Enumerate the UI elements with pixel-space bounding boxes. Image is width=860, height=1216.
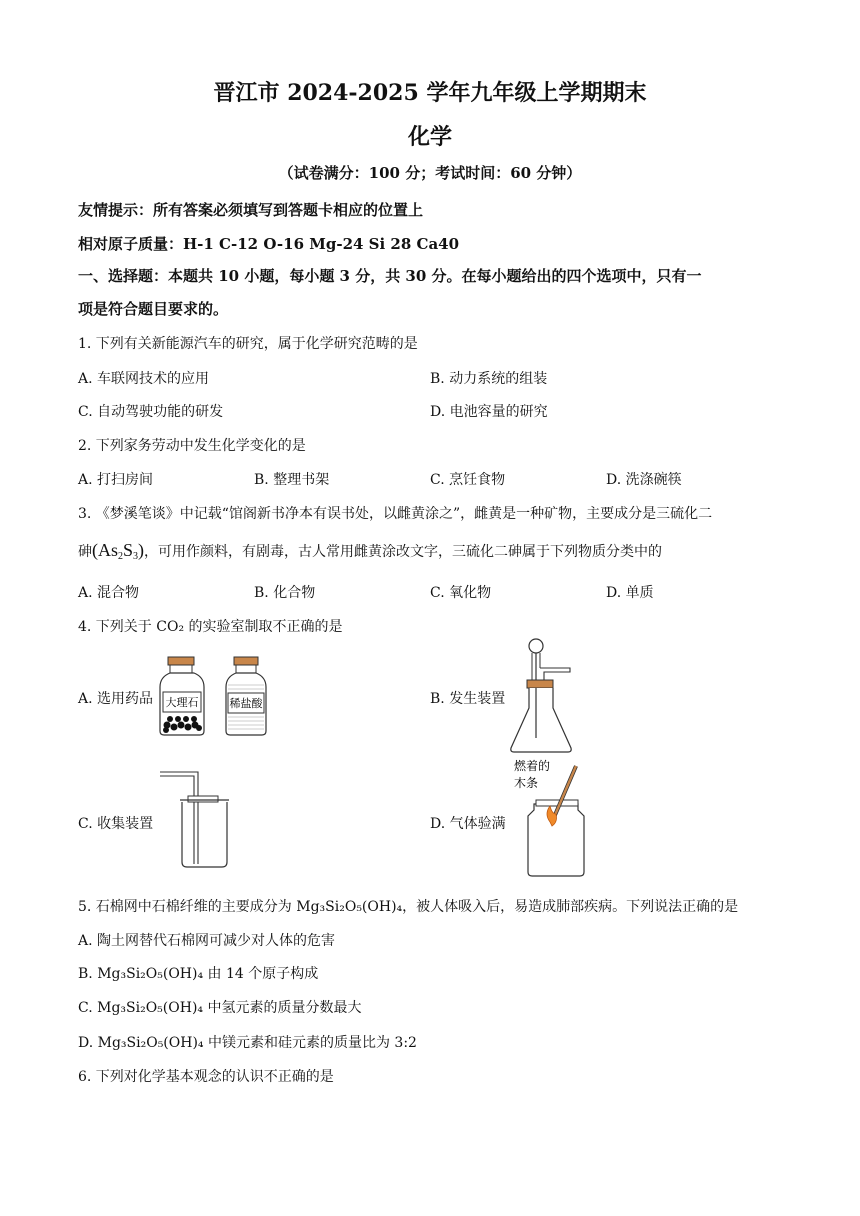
q4-option-d: D. 气体验满 (430, 816, 506, 832)
atomic-mass-text: 相对原子质量：H-1 C-12 O-16 Mg-24 Si 28 Ca40 (78, 235, 460, 253)
q3-option-c: C. 氧化物 (430, 585, 492, 601)
conical-flask (511, 688, 571, 752)
q1-stem: 1. 下列有关新能源汽车的研究，属于化学研究范畴的是 (78, 336, 418, 352)
gas-jar (182, 802, 227, 867)
exam-title: 晋江市 2024-2025 学年九年级上学期期末 (213, 80, 647, 106)
formula-as2s3: $(As_2S_3)$ (92, 540, 145, 562)
q3-stem2-post: ，可用作颜料，有剧毒，古人常用雌黄涂改文字，三硫化二砷属于下列物质分类中的 (144, 544, 663, 560)
stopper (527, 680, 553, 688)
q5-option-b: B. Mg₃Si₂O₅(OH)₄ 由 14 个原子构成 (78, 966, 319, 982)
q5-option-d: D. Mg₃Si₂O₅(OH)₄ 中镁元素和硅元素的质量比为 3:2 (78, 1035, 417, 1051)
section1-heading-line2: 项是符合题目要求的。 (78, 300, 229, 318)
q2-option-b: B. 整理书架 (254, 472, 330, 488)
exam-info: （试卷满分：100 分；考试时间：60 分钟） (278, 164, 582, 182)
q3-option-a: A. 混合物 (78, 585, 140, 601)
q3-option-d: D. 单质 (606, 585, 654, 601)
q3-option-b: B. 化合物 (254, 585, 316, 601)
q1-option-b: B. 动力系统的组装 (430, 371, 548, 387)
q1-option-d: D. 电池容量的研究 (430, 404, 548, 420)
q4-stem: 4. 下列关于 CO₂ 的实验室制取不正确的是 (78, 619, 343, 635)
subject-title: 化学 (407, 124, 452, 150)
q2-option-d: D. 洗涤碗筷 (606, 472, 682, 488)
hydrochloric-acid-bottle (226, 657, 266, 735)
collection-apparatus-figure (158, 770, 233, 870)
gas-check-figure (510, 756, 595, 880)
marble-bottle (160, 657, 204, 735)
q4-option-a: A. 选用药品 (78, 691, 154, 707)
reagent-bottles-figure (158, 655, 273, 740)
q2-option-c: C. 烹饪食物 (430, 472, 506, 488)
generation-apparatus-figure (505, 638, 585, 756)
q4-option-c: C. 收集装置 (78, 816, 154, 832)
q1-option-c: C. 自动驾驶功能的研发 (78, 404, 224, 420)
q3-stem-line1: 3. 《梦溪笔谈》中记载“馆阁新书净本有误书处，以雌黄涂之”，雌黄是一种矿物，主要成分是三硫化二 (78, 506, 713, 522)
q6-stem: 6. 下列对化学基本观念的认识不正确的是 (78, 1069, 334, 1085)
q1-option-a: A. 车联网技术的应用 (78, 371, 210, 387)
stick-label-line1: 燃着的 (514, 759, 551, 773)
q5-stem: 5. 石棉网中石棉纤维的主要成分为 Mg₃Si₂O₅(OH)₄，被人体吸入后，易造成肺部疾病。下列说法正确的是 (78, 899, 739, 915)
acid-label: 稀盐酸 (229, 697, 263, 710)
q3-stem2-pre: 砷 (78, 544, 92, 560)
q3-stem-line2 (78, 540, 662, 562)
q4-option-b: B. 发生装置 (430, 691, 506, 707)
q2-option-a: A. 打扫房间 (78, 472, 154, 488)
q5-option-a: A. 陶土网替代石棉网可减少对人体的危害 (78, 933, 336, 949)
tip-text: 友情提示：所有答案必须填写到答题卡相应的位置上 (78, 201, 424, 219)
marble-label: 大理石 (165, 696, 199, 709)
stick-label-line2: 木条 (514, 776, 539, 790)
q2-stem: 2. 下列家务劳动中发生化学变化的是 (78, 438, 306, 454)
section1-heading-line1: 一、选择题：本题共 10 小题，每小题 3 分，共 30 分。在每小题给出的四个选项中，只有一 (78, 267, 702, 285)
glass-plate (536, 800, 578, 806)
q5-option-c: C. Mg₃Si₂O₅(OH)₄ 中氢元素的质量分数最大 (78, 1000, 362, 1016)
